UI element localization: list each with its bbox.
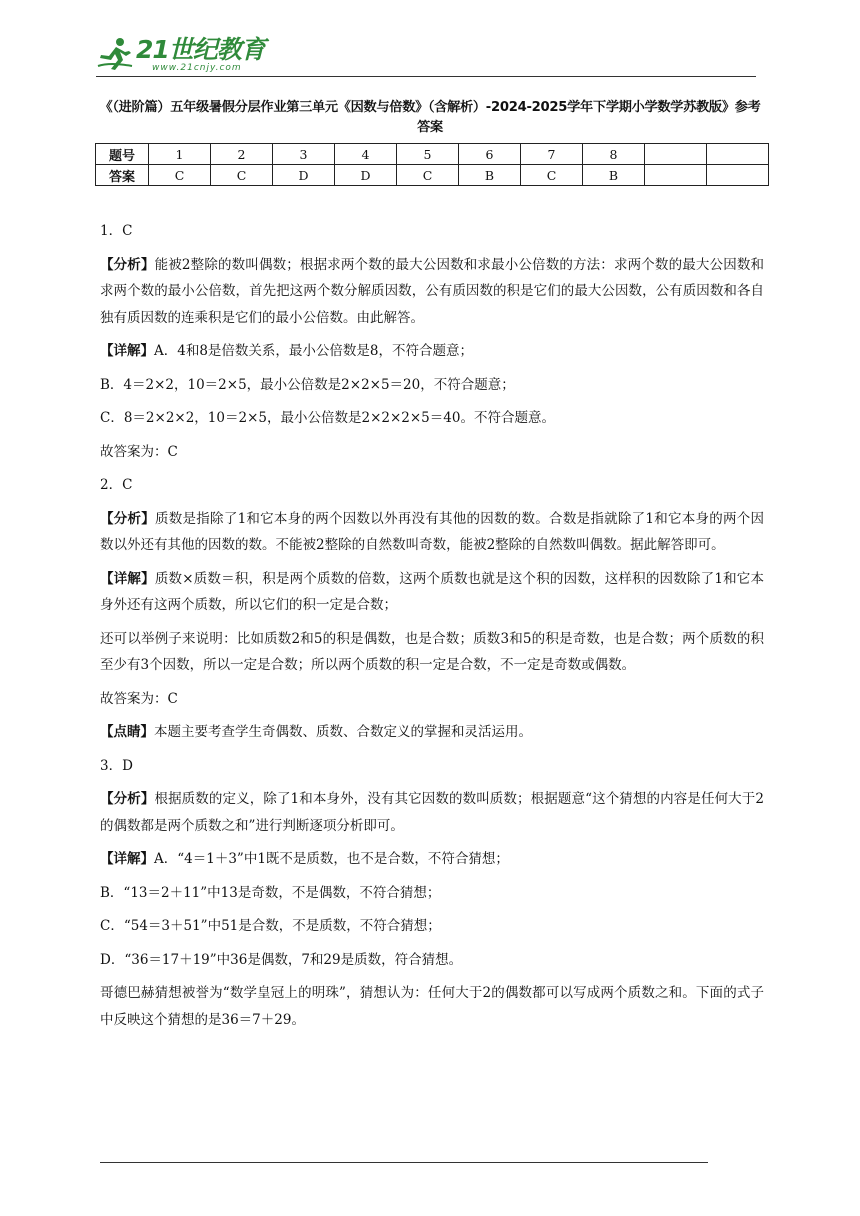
q3-extra: 哥德巴赫猜想被誉为“数学皇冠上的明珠”，猜想认为：任何大于2的偶数都可以写成两个质数之和。下面的式子中反映这个猜想的是36＝7＋29。 <box>100 985 764 1028</box>
q1-detail-a-text: A．4和8是倍数关系，最小公倍数是8，不符合题意； <box>154 343 474 359</box>
table-cell <box>645 165 707 186</box>
page-header <box>96 36 756 80</box>
table-cell <box>707 144 769 165</box>
table-cell: 3 <box>273 144 335 165</box>
table-cell: B <box>583 165 645 186</box>
table-cell: D <box>273 165 335 186</box>
table-cell: C <box>397 165 459 186</box>
table-cell: C <box>211 165 273 186</box>
q2-heading: 2．C <box>100 477 133 493</box>
q2-detail-text: 质数×质数＝积，积是两个质数的倍数，这两个质数也就是这个积的因数，这样积的因数除了1和它本身外还有这两个质数，所以它们的积一定是合数； <box>100 570 765 613</box>
table-cell <box>707 165 769 186</box>
analysis-tag: 【分析】 <box>100 791 155 807</box>
q1-heading: 1．C <box>100 223 133 239</box>
q2-final: 故答案为：C <box>100 690 178 707</box>
q3-analysis-text: 根据质数的定义，除了1和本身外，没有其它因数的数叫质数；根据题意“这个猜想的内容是任何大于2的偶数都是两个质数之和”进行判断逐项分析即可。 <box>100 791 764 834</box>
detail-tag: 【详解】 <box>100 851 154 867</box>
q1-final: 故答案为：C <box>100 443 178 460</box>
q3-heading: 3．D <box>100 757 133 774</box>
q1-analysis-text: 能被2整除的数叫偶数；根据求两个数的最大公因数和求最小公倍数的方法：求两个数的最大公因数和求两个数的最小公倍数，首先把这两个数分解质因数，公有质因数的积是它们的最大公因数，公有质因数和各自独有质因数的连乘积是它们的最小公倍数。由此解答。 <box>100 256 765 326</box>
table-row <box>96 144 769 165</box>
q2-analysis-text: 质数是指除了1和它本身的两个因数以外再没有其他的因数的数。合数是指就除了1和它本身的两个因数以外还有其他的因数的数。不能被2整除的自然数叫奇数，能被2整除的自然数叫偶数。据此解答即可。 <box>100 510 764 553</box>
logo <box>96 36 265 73</box>
q1-detail-c: C．8＝2×2×2，10＝2×5，最小公倍数是2×2×2×5＝40。不符合题意。 <box>100 410 555 426</box>
q1-detail-b: B．4＝2×2，10＝2×5，最小公倍数是2×2×5＝20，不符合题意； <box>100 376 515 393</box>
table-cell <box>645 144 707 165</box>
page-title: 《（进阶篇）五年级暑假分层作业第三单元《因数与倍数》（含解析）-2024-2025学年下学期小学数学苏教版》参考答案 <box>99 100 761 135</box>
detail-tag: 【详解】 <box>100 570 155 587</box>
q3-detail-b: B．“13＝2＋11”中13是奇数，不是偶数，不符合猜想； <box>100 884 441 901</box>
q2-detail-2: 还可以举例子来说明：比如质数2和5的积是偶数，也是合数；质数3和5的积是奇数，也是合数；两个质数的积至少有3个因数，所以一定是合数；所以两个质数的积一定是合数，不一定是奇数或偶数。 <box>100 630 764 673</box>
table-cell: D <box>335 165 397 186</box>
table-cell: C <box>149 165 211 186</box>
table-cell: 1 <box>149 144 211 165</box>
q1-analysis <box>100 252 764 332</box>
answer-table <box>95 143 769 186</box>
comment-tag: 【点睛】 <box>100 724 154 740</box>
q2-comment <box>100 719 764 746</box>
table-cell: B <box>459 165 521 186</box>
analysis-tag: 【分析】 <box>100 510 156 527</box>
q2-analysis <box>100 506 764 559</box>
table-cell: 2 <box>211 144 273 165</box>
analysis-tag: 【分析】 <box>100 256 155 273</box>
solutions-body <box>100 218 764 1040</box>
q2-detail <box>100 566 764 619</box>
row-label: 题号 <box>96 144 149 165</box>
q3-analysis <box>100 786 764 839</box>
table-cell: 4 <box>335 144 397 165</box>
row-label: 答案 <box>96 165 149 186</box>
header-divider <box>96 76 756 77</box>
table-cell: 7 <box>521 144 583 165</box>
table-cell: 8 <box>583 144 645 165</box>
q3-detail-c: C．“54＝3＋51”中51是合数，不是质数，不符合猜想； <box>100 918 441 934</box>
table-cell: 5 <box>397 144 459 165</box>
logo-url: www.21cnjy.com <box>152 63 242 73</box>
q2-comment-text: 本题主要考查学生奇偶数、质数、合数定义的掌握和灵活运用。 <box>154 724 532 740</box>
detail-tag: 【详解】 <box>100 343 154 359</box>
q3-detail-a-text: A．“4＝1＋3”中1既不是质数，也不是合数，不符合猜想； <box>154 851 509 867</box>
q1-detail-a <box>100 338 764 365</box>
table-cell: C <box>521 165 583 186</box>
q3-detail-a <box>100 846 764 873</box>
footer-divider <box>100 1162 708 1163</box>
logo-text: 21世纪教育 <box>136 35 265 64</box>
table-row <box>96 165 769 186</box>
table-cell: 6 <box>459 144 521 165</box>
runner-logo-icon <box>96 36 134 72</box>
q3-detail-d: D．“36＝17＋19”中36是偶数，7和29是质数，符合猜想。 <box>100 951 463 968</box>
